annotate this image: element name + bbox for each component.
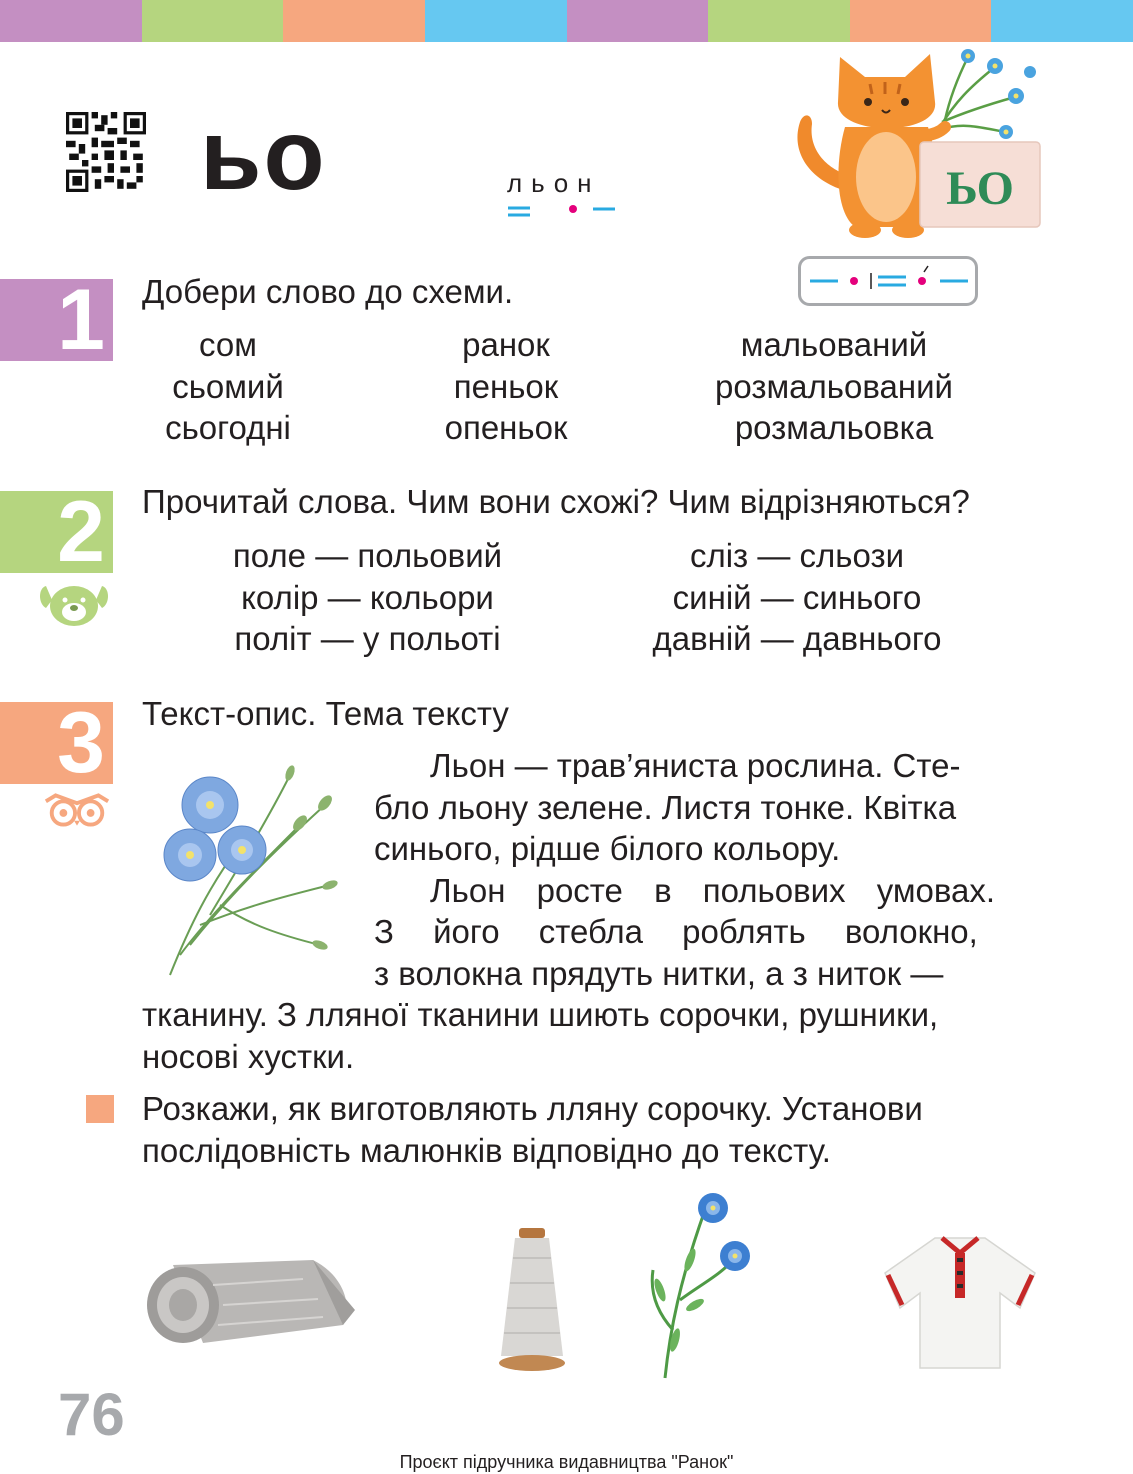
footer-publisher-note: Проєкт підручника видавництва "Ранок" [399, 1452, 734, 1472]
word-item: сьомий [172, 367, 284, 405]
word-item: ранок [462, 326, 550, 363]
word-pair: синій — синього [672, 578, 922, 616]
task2-title: Прочитай слова. Чим вони схожі? Чим відрізняються? [142, 483, 970, 520]
word-item: сьогодні [165, 409, 291, 446]
task3-title: Текст-опис. Тема тексту [142, 695, 509, 732]
word-pair: політ — у польоті [234, 620, 501, 657]
bar-segment [567, 0, 709, 42]
text-line [374, 745, 1048, 787]
task-number-3: 3 [0, 702, 113, 784]
text-line-content: Льон росте в польових умовах. [430, 871, 996, 909]
task3-text [142, 745, 1048, 1077]
word-item: сом [199, 326, 257, 363]
flax-plant-image [645, 1190, 755, 1380]
thread-spool-image [497, 1228, 567, 1373]
cat-illustration [790, 42, 1050, 242]
text-line [374, 953, 1048, 995]
top-color-bar [0, 0, 1133, 42]
fabric-roll-image [143, 1255, 358, 1345]
text-line-content: носові хустки. [142, 1037, 355, 1075]
dog-face-icon [38, 580, 110, 628]
bar-segment [850, 0, 992, 42]
lesson-letters: ьо [200, 99, 327, 211]
text-line [374, 870, 1048, 912]
word-item: розмальований [715, 367, 953, 405]
word-item: опеньок [444, 409, 568, 446]
bar-segment [142, 0, 284, 42]
qr-code-icon[interactable] [66, 112, 146, 192]
text-line [374, 787, 1048, 829]
task2-left-column [190, 535, 545, 660]
task-number-1: 1 [0, 279, 113, 361]
bar-segment [425, 0, 567, 42]
bar-segment [708, 0, 850, 42]
word-item: розмальовка [734, 409, 934, 446]
bar-segment [0, 0, 142, 42]
subtask-bullet [86, 1095, 114, 1123]
text-line-content: тканину. З лляної тканини шиють сорочки, рушники, [142, 996, 939, 1033]
text-line-content: бло льону зелене. Листя тонке. Квітка [374, 788, 957, 826]
word-item: пеньок [453, 367, 559, 405]
text-line [142, 1036, 1048, 1078]
word-pair: колір — кольори [241, 578, 494, 616]
owl-eyes-icon [42, 793, 112, 829]
task1-column-2 [406, 324, 606, 449]
sound-scheme-box [798, 256, 978, 306]
bar-segment [283, 0, 425, 42]
page-number: 76 [58, 1381, 125, 1448]
word-pair: давній — давнього [652, 620, 942, 657]
text-line [374, 911, 1048, 953]
text-line [374, 828, 1048, 870]
card-letters: ЬО [946, 162, 1014, 215]
word-item: мальований [740, 326, 928, 363]
task1-title: Добери слово до схеми. [142, 273, 514, 310]
example-word: льон [507, 168, 601, 198]
task1-column-1 [128, 324, 328, 449]
text-line-content: синього, рідше білого кольору. [374, 830, 841, 867]
task1-column-3 [680, 324, 988, 449]
text-line [142, 994, 1048, 1036]
task3-subtask: Розкажи, як виготовляють лляну сорочку. Установи послідовність малюнків відповідно до тексту. [142, 1090, 923, 1169]
bar-segment [991, 0, 1133, 42]
task2-right-column [612, 535, 982, 660]
text-line-content: з волокна прядуть нитки, а з ниток — [374, 954, 944, 992]
text-line-content: З його стебла роблять волокно, [374, 913, 978, 950]
word-pair: поле — польовий [232, 537, 503, 574]
task-number-2: 2 [0, 491, 113, 573]
word-pair: сліз — сльози [689, 537, 905, 574]
sound-scheme-small [505, 200, 620, 222]
text-line-content: Льон — трав’яниста рослина. Сте- [430, 747, 961, 784]
embroidered-shirt-image [880, 1233, 1040, 1373]
